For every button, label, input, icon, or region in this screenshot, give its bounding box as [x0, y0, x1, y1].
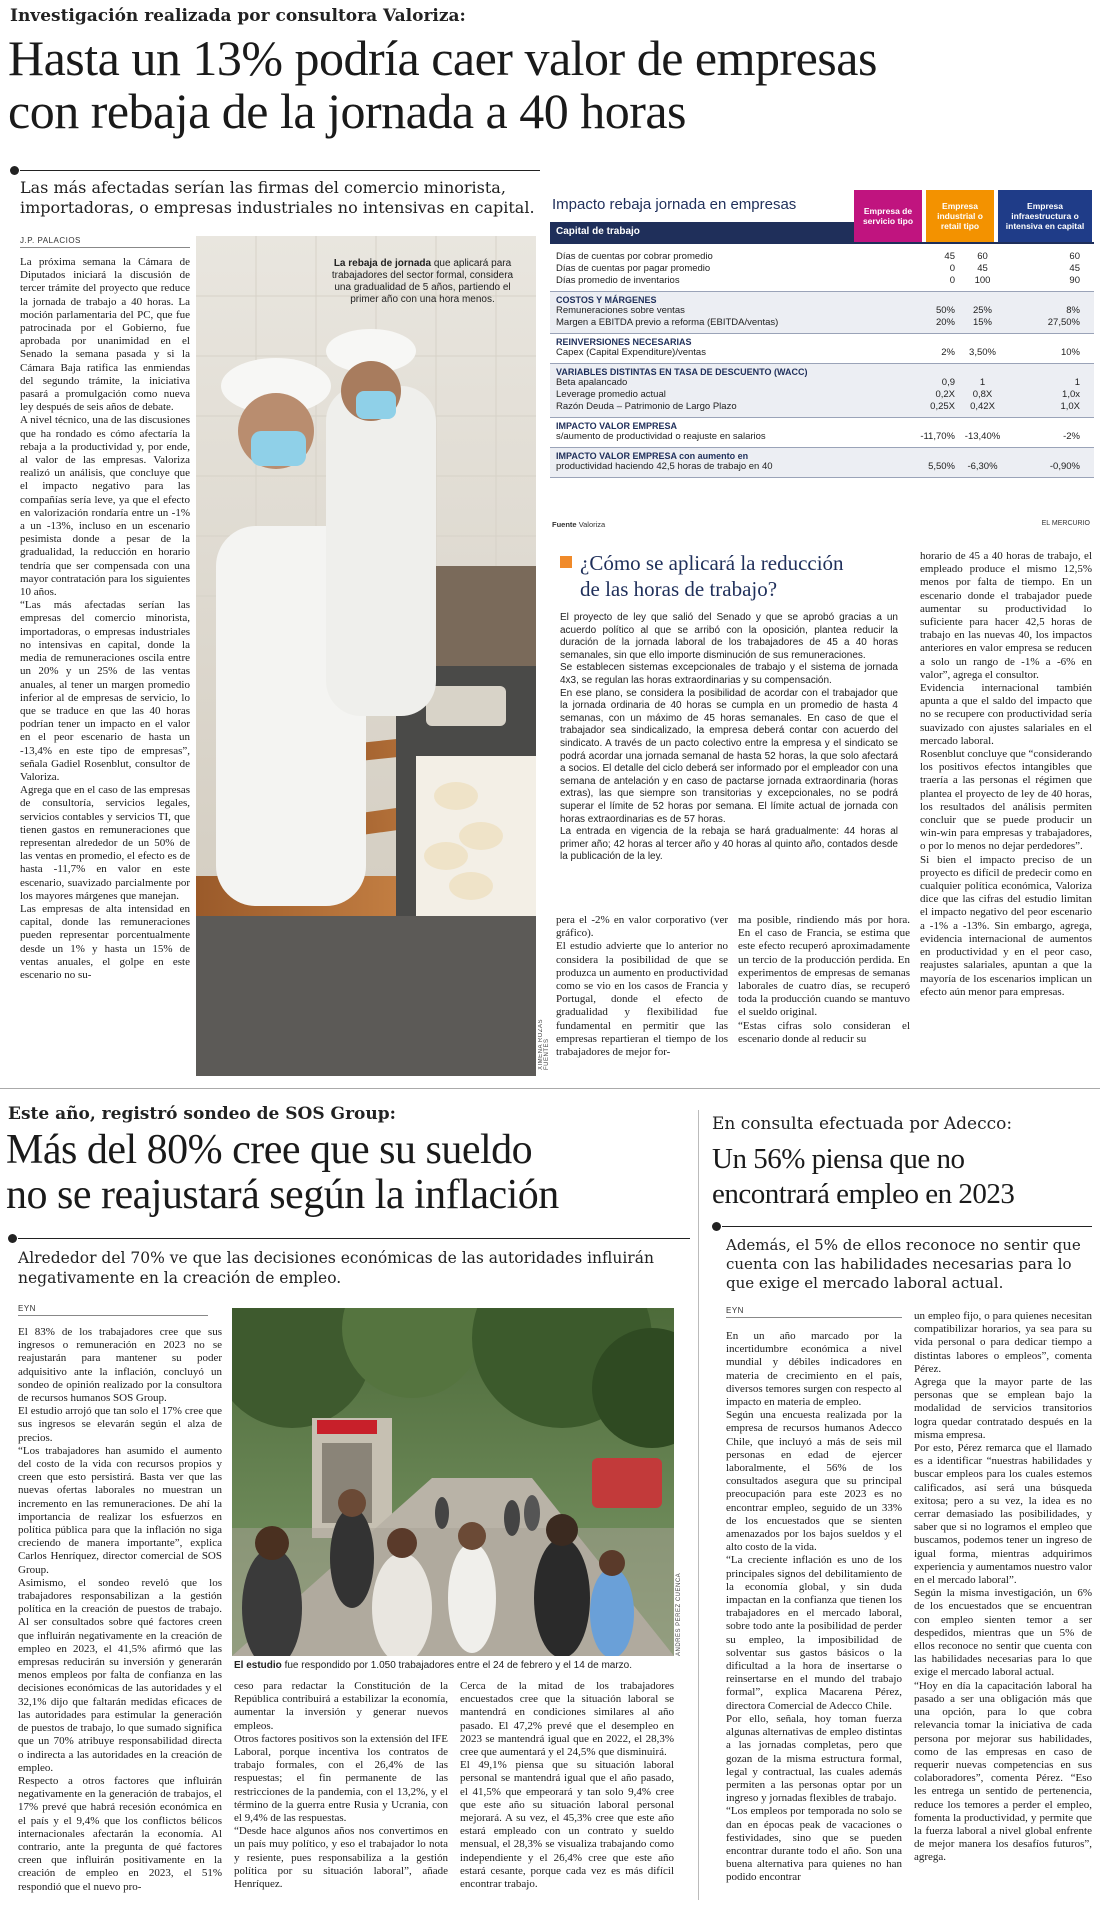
article3-column-1: [726, 1330, 902, 1904]
table-cell: -0,90%: [1049, 461, 1080, 472]
article1-byline: J.P. PALACIOS: [20, 236, 190, 248]
table-cell: 60: [977, 251, 988, 262]
bakery-photo: [196, 236, 536, 1076]
table-cell: 0,42X: [970, 401, 995, 412]
table-row: [556, 389, 1088, 401]
table-row-label: Razón Deuda – Patrimonio de Largo Plazo: [556, 401, 737, 412]
article2-dek: Alrededor del 70% ve que las decisiones económicas de las autoridades influirán negativamente en la creación de empleo.: [18, 1249, 654, 1287]
box-title-line2: de las horas de trabajo?: [580, 577, 778, 601]
article1-headline: [8, 32, 1098, 138]
article1-headline-line2: con rebaja de la jornada a 40 horas: [8, 83, 687, 139]
table-row: [556, 401, 1088, 413]
table-section: [550, 334, 1094, 364]
table-cell: 1,0X: [1060, 401, 1080, 412]
table-header-service: [854, 190, 922, 242]
table-source-value: Valoriza: [578, 520, 606, 529]
article2-byline: EYN: [18, 1304, 208, 1316]
article1-kicker: Investigación realizada por consultora Valoriza:: [10, 6, 466, 26]
table-cell: -6,30%: [967, 461, 998, 472]
divider: [722, 1226, 1092, 1227]
table-source: [552, 520, 605, 529]
table-cell: 0: [949, 275, 955, 286]
article2-headline-line2: no se reajustará según la inflación: [6, 1171, 559, 1218]
section-separator: [0, 1088, 1100, 1089]
table-row-label: s/aumento de productividad o reajuste en salarios: [556, 431, 766, 442]
table-row: [556, 275, 1088, 287]
table-cell: 60: [1069, 251, 1080, 262]
article2-col3-text: Cerca de la mitad de los trabajadores encuestados cree que la situación laboral se mantendrá en condiciones similares al año pasado. El 47,2% prevé que el desempleo en 2023 se mantendrá igual que en 2022, el 28,3% cree que aumentará y el 24,5% que disminuirá. El 49,1% piensa que su situación laboral personal se mantendrá igual que el año pasado, el 41,5% que empeorará y tan solo 9,4% cree que este año su situación laboral personal mejorará. A su vez, el 45,3% cree que este año estará empleado con un contrato y sueldo mensual, el 28,3% se visualiza trabajando como independiente y el 26,4% cree que este año estará cesante, porque cada vez es más difícil encontrar trabajo.: [460, 1680, 674, 1891]
table-row: [556, 431, 1088, 443]
table-cell: 0,2X: [935, 389, 955, 400]
article1-col1-text: La próxima semana la Cámara de Diputados iniciará la discusión de tercer trámite del proyecto que reduce la jornada de trabajo a 40 horas. La moción parlamentaria del PC, que fue patrocinada por el Gobierno, fue aprobada por unanimidad en el Senado la semana pasada y si la Cámara Baja ratifica las enmiendas del segundo trámite, la iniciativa pasará a promulgación como nueva ley después de seis años de debate. A nivel técnico, una de las discusiones que ha rondado es cómo afectaría la rebaja a la productividad y, por ende, al valor de las empresas. Valoriza realizó un análisis, que concluye que el impacto negativo para las compañías sería leve, ya que el efecto en valorización rondaría entre un -1% a un -13%, incluso en un escenario pesimista donde a pesar de la gradualidad, la reducción en horario tendría que ser compensada con una mayor contratación para los siguientes 10 años. “Las más afectadas serían las empresas del comercio minorista, importadoras, o empresas industriales no intensivas en capital, donde la media de remuneraciones oscila entre un 20% y un 25% de las ventas anuales, al tener un margen promedio inferior al de empresas de servicio, lo que se traduce en que las 40 horas podrían tener un impacto en el valor en el peor escenario de hasta un -13,4% en este tipo de empresas”, señala Gadiel Rosenblut, consultor de Valoriza. Agrega que en el caso de las empresas de consultoría, servicios legales, servicios contables y servicios TI, que tienen gastos en remuneraciones que representan alrededor de un 50% de las ventas en promedio, el efecto es de hasta -11,7% en valor en este escenario, suavizado parcialmente por los mayores márgenes que manejan. Las empresas de alta intensidad en capital, donde las remuneraciones pueden representar porcentualmente desde un 1% y hasta un 15% de ventas anuales, el golpe en este escenario no su-: [20, 256, 190, 981]
table-row-label: Leverage promedio actual: [556, 389, 666, 400]
table-section-title: IMPACTO VALOR EMPRESA: [556, 421, 678, 431]
table-cell: 0,9: [941, 377, 955, 388]
article1-photo-credit: XIMENA ROZAS FUENTES: [538, 1018, 550, 1070]
article2-column-2: [234, 1680, 448, 1904]
divider: [20, 170, 540, 171]
article1-headline-line1: Hasta un 13% podría caer valor de empresas: [8, 30, 877, 86]
table-cell: 45: [1069, 263, 1080, 274]
article2-headline-line1: Más del 80% cree que su sueldo: [6, 1127, 533, 1173]
bullet-dot: [712, 1222, 721, 1231]
bullet-dot: [8, 1234, 17, 1243]
article1-photo-caption-bold: La rebaja de jornada: [333, 258, 432, 269]
article2-kicker: Este año, registró sondeo de SOS Group:: [8, 1104, 396, 1124]
table-cell: -2%: [1063, 431, 1080, 442]
table-row: [556, 317, 1088, 329]
article2-headline: [6, 1128, 696, 1217]
table-row: [556, 305, 1088, 317]
table-title: Impacto rebaja jornada en empresas: [552, 196, 797, 213]
article3-col2-text: un empleo fijo, o para quienes necesitan compatibilizar horarios, ya sea para su vida personal o para dedicar tiempo a distintas labores o empleos”, comenta Pérez. Agrega que la mayor parte de las personas que se emplean bajo la modalidad de servicios transitorios logra quedar contratado después en la misma empresa. Por esto, Pérez remarca que el llamado es a identificar “nuestras habilidades y buscar empleos para los cuales estemos calificados, así será una búsqueda exitosa; pero a su vez, la idea es no cerrar demasiado las posibilidades, y saber que si no logramos el empleo que buscamos, podemos tener un ingreso de igual forma, mientras adquirimos experiencia y aumentamos nuestro valor en el mercado laboral”. Según la misma investigación, un 6% de los encuestados que se encuentran con empleo sienten temor a ser despedidos, mientras que un 5% de ellos reconoce no sentir que cuenta con las habilidades necesarias para lo que exige el mercado laboral actual. “Hoy en día la capacitación laboral ha pasado a ser una obligación más que una opción, para lo que cobra relevancia tomar la iniciativa de cada persona por mejorar sus habilidades, como de las empresas en caso de requerir nuevas competencias en sus colaboradores”, comenta Pérez. “Eso les entrega un sentido de pertenencia, reduce los temores a perder el empleo, fomenta la productividad, y permite que la fuerza laboral a nivel global enfrente de mejor manera los desafíos futuros”, agrega.: [914, 1310, 1092, 1864]
bakery-photo-graphic: [196, 236, 536, 1076]
table-header-industrial-label: Empresa industrial o retail tipo: [937, 201, 983, 231]
table-cell: 3,50%: [969, 347, 996, 358]
table-section: [550, 292, 1094, 334]
box-text-content: El proyecto de ley que salió del Senado y que se aprobó gracias a un acuerdo político al que se arribó con la oposición, plantea reducir la duración de la jornada laboral de los trabajadores de 45 a 40 horas semanales, sin que ello importe disminución de sus remuneraciones. Se establecen sistemas excepcionales de trabajo y el sistema de jornada 4x3, se regulan las horas extraordinarias y su compensación. En ese plano, se considera la posibilidad de acordar con el trabajador que la jornada ordinaria de 40 horas se cumpla en un promedio de hasta 4 semanas, con un máximo de 45 horas semanales. En caso de que el trabajador sea sindicalizado, la empresa deberá contar con acuerdo del sindicato. A través de un pacto colectivo entre la empresa y el sindicato se podrá acordar una jornada semanal de hasta 52 horas, la que solo afectará a socios. El detalle del ciclo deberá ser informado por el empleador con una semana de antelación y en caso de pactarse jornada extraordinaria (horas extras), las que siempre son transitorias y excepcionales, no se podrá superar el límite de 52 horas por semana. El límite actual de jornada con horas extraordinarias es de 57 horas. La entrada en vigencia de la rebaja se hará gradualmente: 44 horas al primer año; 42 horas al tercer año y 40 horas al quinto año, contados desde la publicación de la ley.: [560, 612, 898, 863]
table-section: [550, 418, 1094, 448]
article2-photo-credit: ANDRÉS PÉREZ CUENCA: [676, 1572, 682, 1656]
divider: [18, 1238, 690, 1239]
table-header-rule: [550, 242, 1094, 244]
table-source-label: Fuente: [552, 520, 577, 529]
table-header-service-label: Empresa de servicio tipo: [862, 206, 914, 226]
table-header-industrial: [926, 190, 994, 242]
article3-headline-line2: encontrará empleo en 2023: [712, 1178, 1015, 1210]
article3-col1-text: En un año marcado por la incertidumbre económica a nivel mundial y débiles indicadores en materia de crecimiento en el país, diversos temores surgen con respecto al impacto en materia de empleo. Según una encuesta realizada por la empresa de recursos humanos Adecco Chile, que incluyó a más de seis mil personas en edad de ejercer laboralmente, el 56% de los consultados asegura que su principal preocupación para este 2023 es no encontrar empleo, seguido de un 33% de los encuestados que se sienten amenazados por los bajos sueldos y el alto costo de la vida. “La creciente inflación es uno de los principales signos del debilitamiento de la economía global, y sin duda impactan en la confianza que tienen los trabajadores en el mercado laboral, sobre todo ante la posibilidad de perder su empleo, la imposibilidad de solventar sus gastos básicos o la dificultad a la hora de insertarse o reinsertarse en el mundo del trabajo formal”, explica Macarena Pérez, directora Comercial de Adecco Chile. Por ello, señala, hoy toman fuerza algunas alternativas de empleo distintas a las jornadas completas, pero que gozan de la misma estructura formal, legal y contractual, las cuales además permiten a las personas optar por un ingreso y jornadas flexibles de trabajo. “Los empleos por temporada no solo se dan en épocas peak de vacaciones o festividades, sino que se pueden encontrar durante todo el año. Son una buena alternativa para quienes no han podido encontrar: [726, 1330, 902, 1884]
article2-photo-caption: [234, 1660, 674, 1672]
article2-photo-caption-bold: El estudio: [234, 1660, 282, 1671]
table-row-label: Margen a EBITDA previo a reforma (EBITDA/ventas): [556, 317, 779, 328]
article3-headline-line1: Un 56% piensa que no: [712, 1143, 965, 1175]
box-marker-square: [560, 556, 572, 568]
street-photo-graphic: [232, 1308, 674, 1656]
box-text: [560, 612, 898, 898]
bullet-dot: [10, 166, 19, 175]
table-cell: 0: [949, 263, 955, 274]
article2-col1-text: El 83% de los trabajadores cree que sus ingresos o remuneración en 2023 no se reajustarán para mantener su poder adquisitivo ante la inflación, concluyó un sondeo de opinión realizado por la consultora de recursos humanos SOS Group. El estudio arrojó que tan solo el 17% cree que sus ingresos se elevarán según el alza de precios. “Los trabajadores han asumido el aumento del costo de la vida con recursos propios y creen que esto persistirá. Basta ver que las nuevas ofertas laborales no muestran un incremento en las remuneraciones. De ahí la importancia de realizar los esfuerzos en política pública para que la inflación no siga creciendo de manera importante”, explica Carlos Henríquez, director comercial de SOS Group. Asimismo, el sondeo reveló que los trabajadores responsabilizan a la gestión política en la creación de puestos de trabajo. Al ser consultados sobre qué factores creen que influirán negativamente en la creación de empleo en 2023, el 41,5% afirmó que las empresas reducirán su inversión y generarán menos empleos por falta de confianza en las decisiones económicas de las autoridades y el 32,1% dijo que faltarán medidas eficaces de las autoridades para estimular la generación de puestos de trabajo, lo que sumado significa que un 70% atribuye responsabilidad directa o indirecta a las autoridades en la creación de empleo. Respecto a otros factores que influirán negativamente en la generación de trabajos, el 17% prevé que habrá recesión económica en el país y el 9,4% que los conflictos bélicos internacionales afectarán la economía. Al contrario, ante la pregunta de qué factores creen que influirán positivamente en la creación de empleo en 2023, el 51% respondió que el nuevo pro-: [18, 1326, 222, 1893]
column-separator: [698, 1110, 699, 1900]
table-section: [550, 248, 1094, 292]
table-header-infrastructure-label: Empresa infraestructura o intensiva en capital: [1005, 201, 1085, 231]
article2-col2-text: ceso para redactar la Constitución de la República contribuirá a estabilizar la economía, aumentar la inversión y generar nuevos empleos. Otros factores positivos son la extensión del IFE Laboral, porque incentiva los contratos de trabajo formales, con el 26,4% de las respuestas; el fin permanente de las restricciones de la pandemia, con el 13,2%, y el término de la guerra entre Rusia y Ucrania, con el 9,4% de las respuestas. “Desde hace algunos años nos convertimos en un país muy político, y eso el trabajador lo nota y resiente, pues responsabiliza a la gestión política por su situación laboral”, añade Henríquez.: [234, 1680, 448, 1891]
article3-byline: EYN: [726, 1306, 902, 1318]
table-cell: 45: [977, 263, 988, 274]
table-cell: -11,70%: [920, 431, 955, 442]
table-cell: 50%: [935, 305, 955, 316]
article1-dek: Las más afectadas serían las firmas del comercio minorista, importadoras, o empresas industriales no intensivas en capital.: [20, 178, 535, 217]
table-body: [550, 248, 1094, 478]
article1-photo-caption-text: que aplicará para trabajadores del sector formal, considera una gradualidad de 5 años, partiendo el primer año con una hora menos.: [331, 258, 514, 305]
table-cell: 8%: [1066, 305, 1080, 316]
article2-column-3: [460, 1680, 674, 1904]
table-cell: -13,40%: [964, 431, 1001, 442]
article1-column-2: [556, 914, 728, 1080]
table-section-title: COSTOS Y MÁRGENES: [556, 295, 657, 305]
table-row: [556, 251, 1088, 263]
article1-column-4: [920, 550, 1092, 1080]
table-cell: 1: [979, 377, 986, 388]
table-section-header: Capital de trabajo: [550, 222, 854, 242]
table-header-infrastructure: [998, 190, 1092, 242]
table-row: [556, 263, 1088, 275]
table-section-title: IMPACTO VALOR EMPRESA con aumento en: [556, 451, 749, 461]
table-section-title: REINVERSIONES NECESARIAS: [556, 337, 692, 347]
table-publisher: EL MERCURIO: [1041, 520, 1090, 527]
article1-column-1: [20, 256, 190, 1076]
table-cell: 20%: [935, 317, 955, 328]
article1-col3-text: ma posible, rindiendo más por hora. En el caso de Francia, se estima que este efecto recuperó aproximadamente un tercio de la producción perdida. En experimentos de empresas de semanas laborales de cuatro días, se recuperó toda la producción cuando se mantuvo el sueldo original. “Estas cifras solo consideran el escenario donde al reducir su: [738, 914, 910, 1045]
table-row-label: Remuneraciones sobre ventas: [556, 305, 685, 316]
table-section: [550, 448, 1094, 478]
impact-table: [550, 190, 1094, 538]
table-cell: 100: [974, 275, 991, 286]
article2-column-1: [18, 1326, 222, 1904]
table-row-label: Capex (Capital Expenditure)/ventas: [556, 347, 706, 358]
table-section-title: VARIABLES DISTINTAS EN TASA DE DESCUENTO (WACC): [556, 367, 808, 377]
table-cell: 2%: [941, 347, 955, 358]
table-row: [556, 347, 1088, 359]
article1-col2-text: pera el -2% en valor corporativo (ver gráfico). El estudio advierte que lo anterior no considera la posibilidad de que se produzca un aumento en productividad como se vio en los casos de Francia y Portugal, donde el efecto de gradualidad y flexibilidad fue fundamental en permitir que las empresas repartieran el tiempo de los trabajadores de mejor for-: [556, 914, 728, 1059]
table-cell: 25%: [972, 305, 992, 316]
table-row-label: Días de cuentas por pagar promedio: [556, 263, 711, 274]
article1-photo-caption: [330, 258, 515, 306]
table-cell: 10%: [1060, 347, 1080, 358]
article3-kicker: En consulta efectuada por Adecco:: [712, 1114, 1013, 1134]
table-cell: 5,50%: [928, 461, 955, 472]
table-row-label: Beta apalancado: [556, 377, 628, 388]
table-section: [550, 364, 1094, 418]
box-title-line1: ¿Cómo se aplicará la reducción: [580, 551, 844, 575]
table-row: [556, 461, 1088, 473]
table-row-label: Días de cuentas por cobrar promedio: [556, 251, 713, 262]
table-cell: 45: [944, 251, 955, 262]
box-title: [580, 550, 844, 602]
table-cell: 0,25X: [930, 401, 955, 412]
article3-headline: [712, 1142, 1096, 1212]
article3-column-2: [914, 1310, 1092, 1904]
street-photo: [232, 1308, 674, 1656]
table-row-label: Días promedio de inventarios: [556, 275, 680, 286]
article2-photo-caption-text: fue respondido por 1.050 trabajadores entre el 24 de febrero y el 14 de marzo.: [284, 1660, 633, 1671]
table-row-label: productividad haciendo 42,5 horas de trabajo en 40: [556, 461, 773, 472]
table-cell: 27,50%: [1047, 317, 1080, 328]
article3-dek: Además, el 5% de ellos reconoce no sentir que cuenta con las habilidades necesarias para lo que exige el mercado laboral actual.: [726, 1236, 1081, 1292]
table-cell: 90: [1069, 275, 1080, 286]
article1-col4-text: horario de 45 a 40 horas de trabajo, el empleado produce el mismo 12,5% menos por falta de tiempo. En un escenario donde el trabajador puede aumentar su productividad lo suficiente para hacer 42,5 horas de trabajo en las nuevas 40, los impactos anteriores en valor empresa se reducen a solo un rango de -1% a -6% en valor”, agrega el consultor. Evidencia internacional también apunta a que el saldo del impacto que no se recupere con productividad sería suavizado con ajustes salariales en el mercado laboral. Rosenblut concluye que “considerando los positivos efectos intangibles que traería a las personas el régimen que plantea el proyecto de ley de 40 horas, los resultados del análisis permiten concluir que se puede producir un win-win para empresas y trabajadores, o por lo menos no dejar perdedores”. Si bien el impacto preciso de un proyecto es difícil de predecir como en cualquier política económica, Valoriza dice que las cifras del estudio limitan el impacto negativo del peor escenario a -1% a -13%. Sin embargo, agrega, evidencia internacional de aumentos en productividad y en el peor caso, reajustes salariales, apuntan a que la mayoría de los escenarios implican un efecto aún menor para empresas.: [920, 550, 1092, 998]
table-cell: 15%: [972, 317, 992, 328]
table-row: [556, 377, 1088, 389]
table-cell: 1: [1074, 377, 1080, 388]
article1-column-3: [738, 914, 910, 1080]
table-cell: 1,0x: [1062, 389, 1080, 400]
table-cell: 0,8X: [972, 389, 993, 400]
